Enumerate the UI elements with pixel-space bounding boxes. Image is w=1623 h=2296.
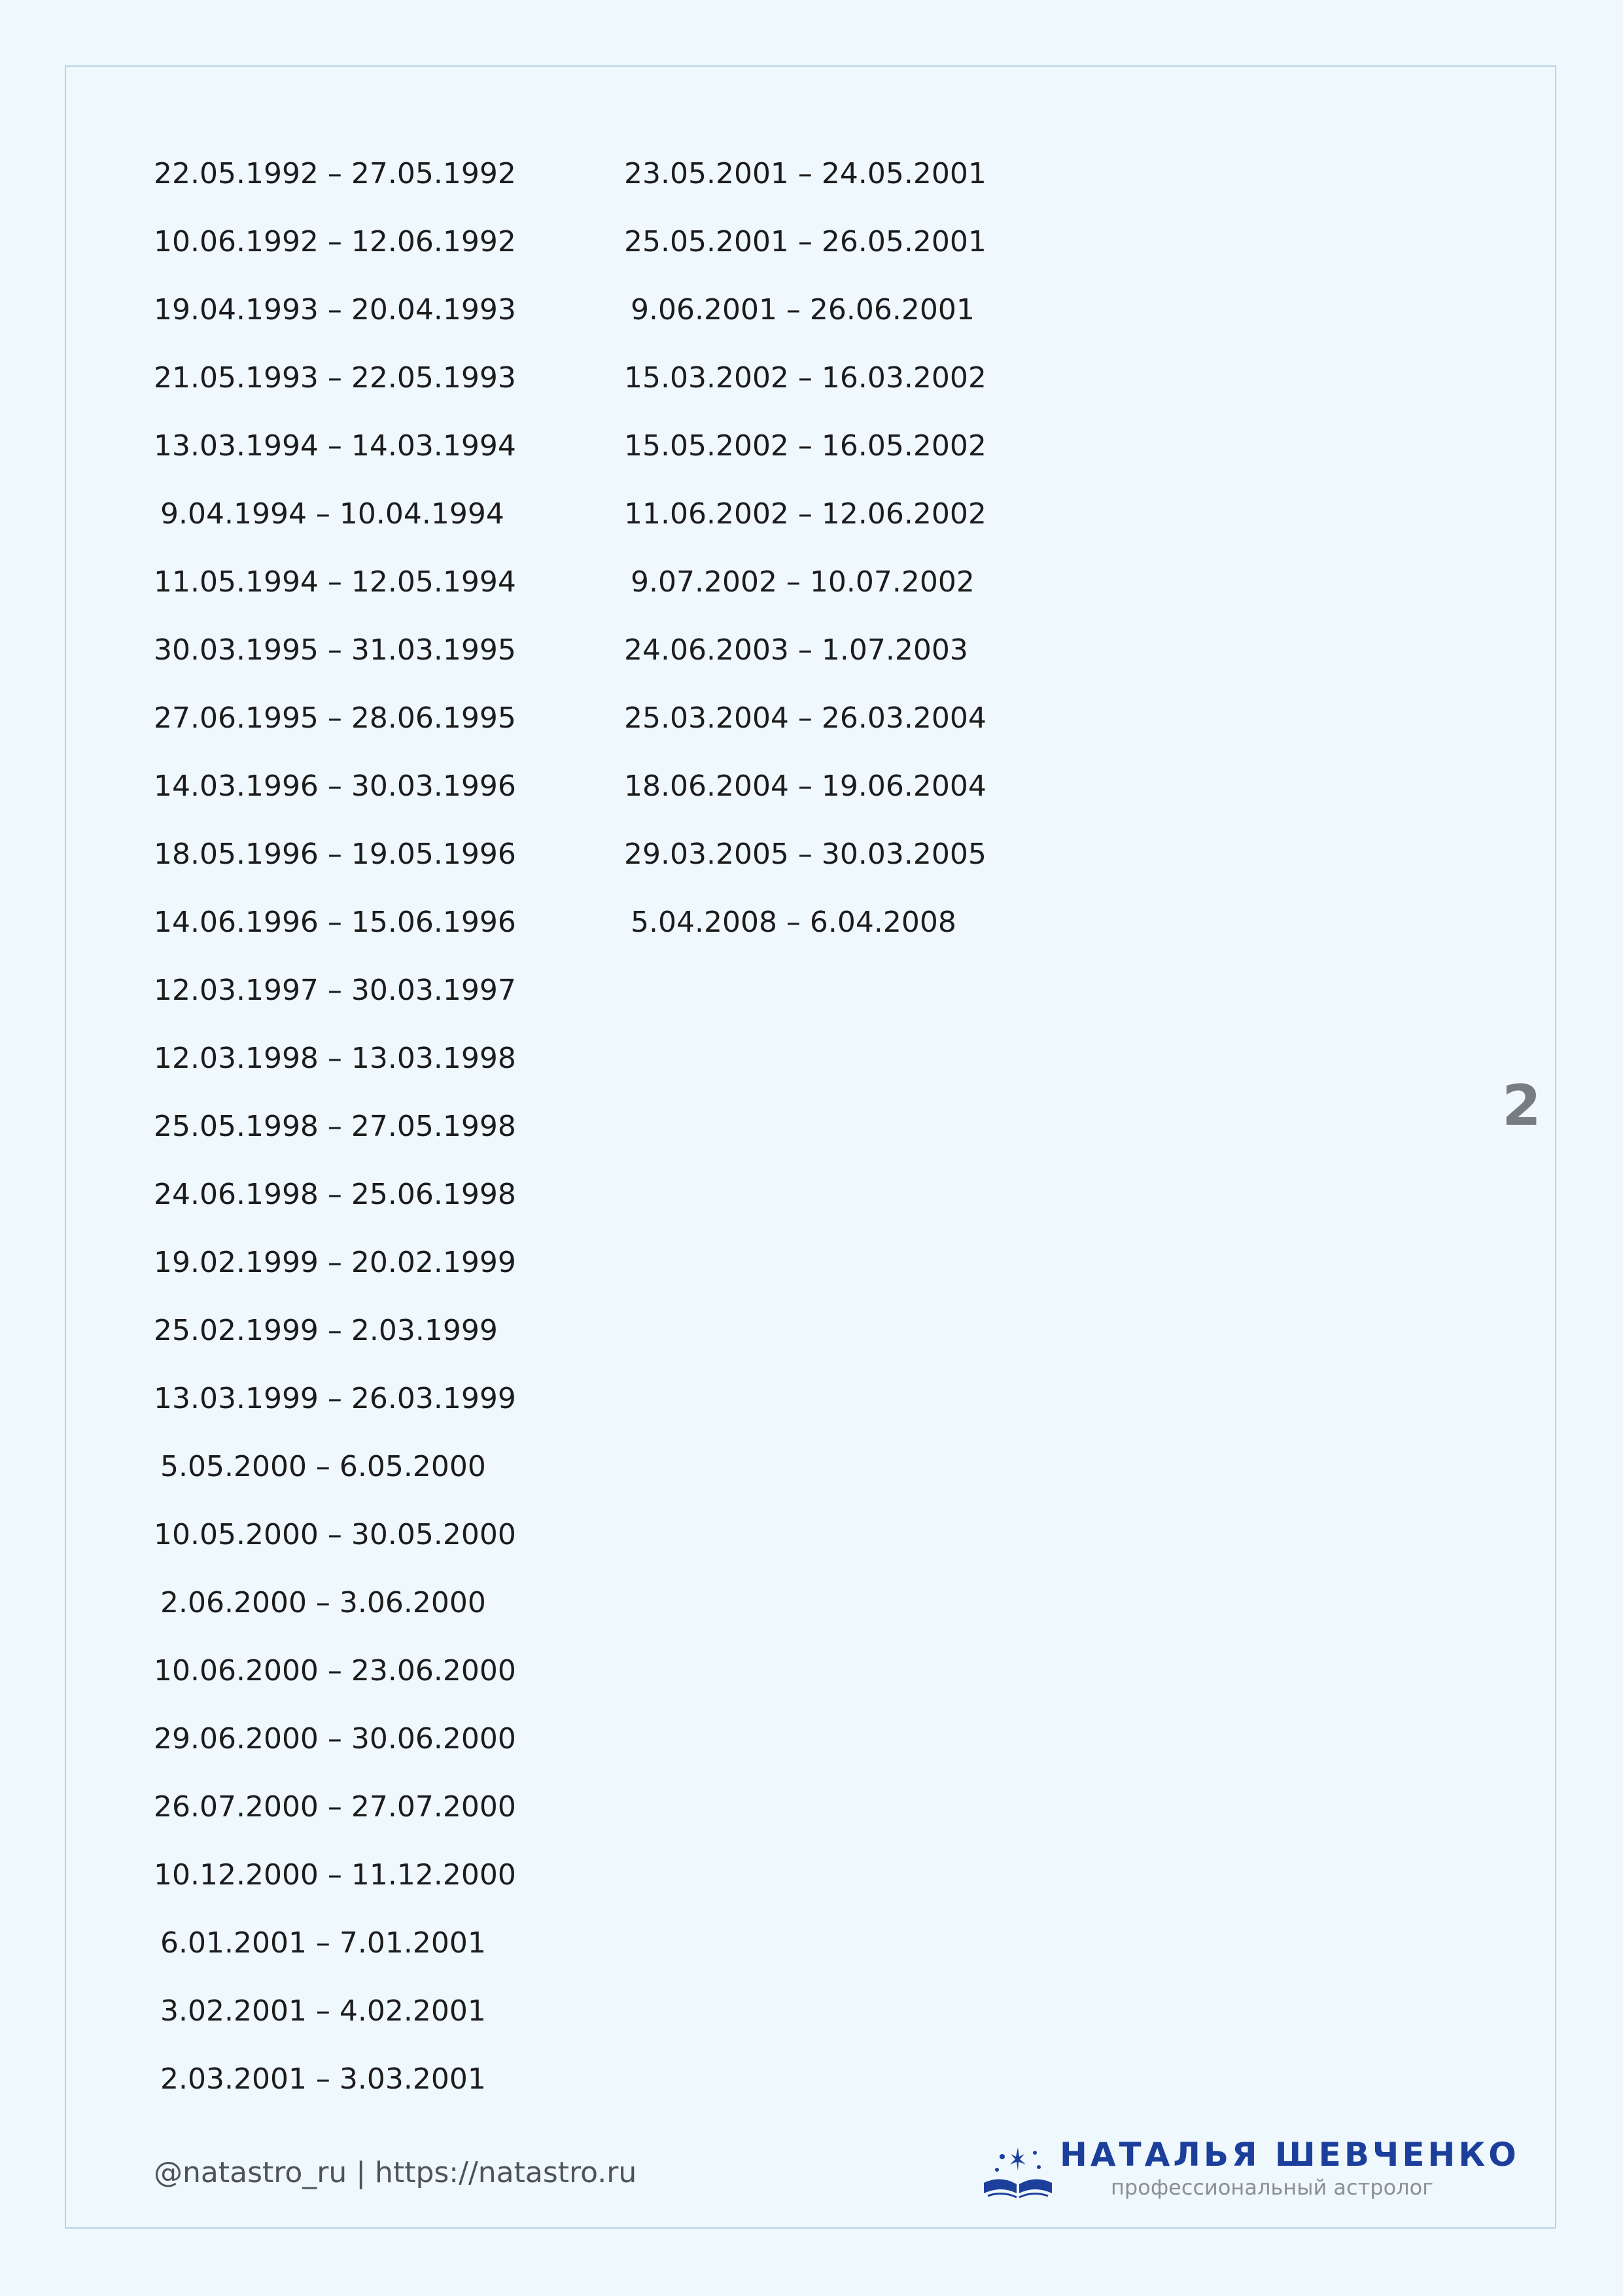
date-range: 12.03.1997 – 30.03.1997 [154,974,516,1007]
date-range: 12.03.1998 – 13.03.1998 [154,1042,516,1075]
date-range: 14.06.1996 – 15.06.1996 [154,906,516,939]
date-range: 3.02.2001 – 4.02.2001 [160,1994,486,2028]
date-range: 18.06.2004 – 19.06.2004 [624,769,986,803]
date-range: 15.05.2002 – 16.05.2002 [624,429,986,463]
date-range: 24.06.2003 – 1.07.2003 [624,633,968,667]
logo-subtitle: профессиональный астролог [1111,2175,1433,2200]
date-range: 22.05.1992 – 27.05.1992 [154,157,516,190]
logo-name: НАТАЛЬЯ ШЕВЧЕНКО [1060,2136,1520,2174]
date-range: 19.04.1993 – 20.04.1993 [154,293,516,327]
date-range: 5.04.2008 – 6.04.2008 [631,906,956,939]
date-range: 21.05.1993 – 22.05.1993 [154,361,516,395]
date-range: 10.05.2000 – 30.05.2000 [154,1518,516,1551]
date-range: 5.05.2000 – 6.05.2000 [160,1450,486,1483]
date-range: 9.04.1994 – 10.04.1994 [160,497,504,531]
date-range: 24.06.1998 – 25.06.1998 [154,1178,516,1211]
date-range: 29.03.2005 – 30.03.2005 [624,838,986,871]
date-range: 19.02.1999 – 20.02.1999 [154,1246,516,1279]
date-range: 2.06.2000 – 3.06.2000 [160,1586,486,1619]
date-range: 11.06.2002 – 12.06.2002 [624,497,986,531]
date-range: 25.05.1998 – 27.05.1998 [154,1110,516,1143]
date-range: 26.07.2000 – 27.07.2000 [154,1790,516,1824]
date-range: 9.07.2002 – 10.07.2002 [631,565,975,599]
date-range: 11.05.1994 – 12.05.1994 [154,565,516,599]
date-range: 14.03.1996 – 30.03.1996 [154,769,516,803]
date-range: 29.06.2000 – 30.06.2000 [154,1722,516,1756]
date-range: 27.06.1995 – 28.06.1995 [154,701,516,735]
date-range: 10.06.2000 – 23.06.2000 [154,1654,516,1687]
date-range: 10.06.1992 – 12.06.1992 [154,225,516,258]
dates-column-right [624,154,986,971]
date-range: 13.03.1994 – 14.03.1994 [154,429,516,463]
dates-column-left [154,154,516,2128]
date-range: 30.03.1995 – 31.03.1995 [154,633,516,667]
date-range: 25.03.2004 – 26.03.2004 [624,701,986,735]
date-range: 18.05.1996 – 19.05.1996 [154,838,516,871]
date-range: 9.06.2001 – 26.06.2001 [631,293,975,327]
footer-contacts: @natastro_ru | https://natastro.ru [154,2156,637,2189]
open-book-stars-icon [979,2140,1057,2200]
date-range: 2.03.2001 – 3.03.2001 [160,2062,486,2096]
date-range: 25.05.2001 – 26.05.2001 [624,225,986,258]
date-range: 10.12.2000 – 11.12.2000 [154,1858,516,1892]
date-range: 23.05.2001 – 24.05.2001 [624,157,986,190]
date-range: 25.02.1999 – 2.03.1999 [154,1314,498,1347]
page-number: 2 [1502,1073,1541,1139]
date-range: 13.03.1999 – 26.03.1999 [154,1382,516,1415]
date-range: 15.03.2002 – 16.03.2002 [624,361,986,395]
brand-logo [979,2134,1520,2206]
date-range: 6.01.2001 – 7.01.2001 [160,1926,486,1960]
